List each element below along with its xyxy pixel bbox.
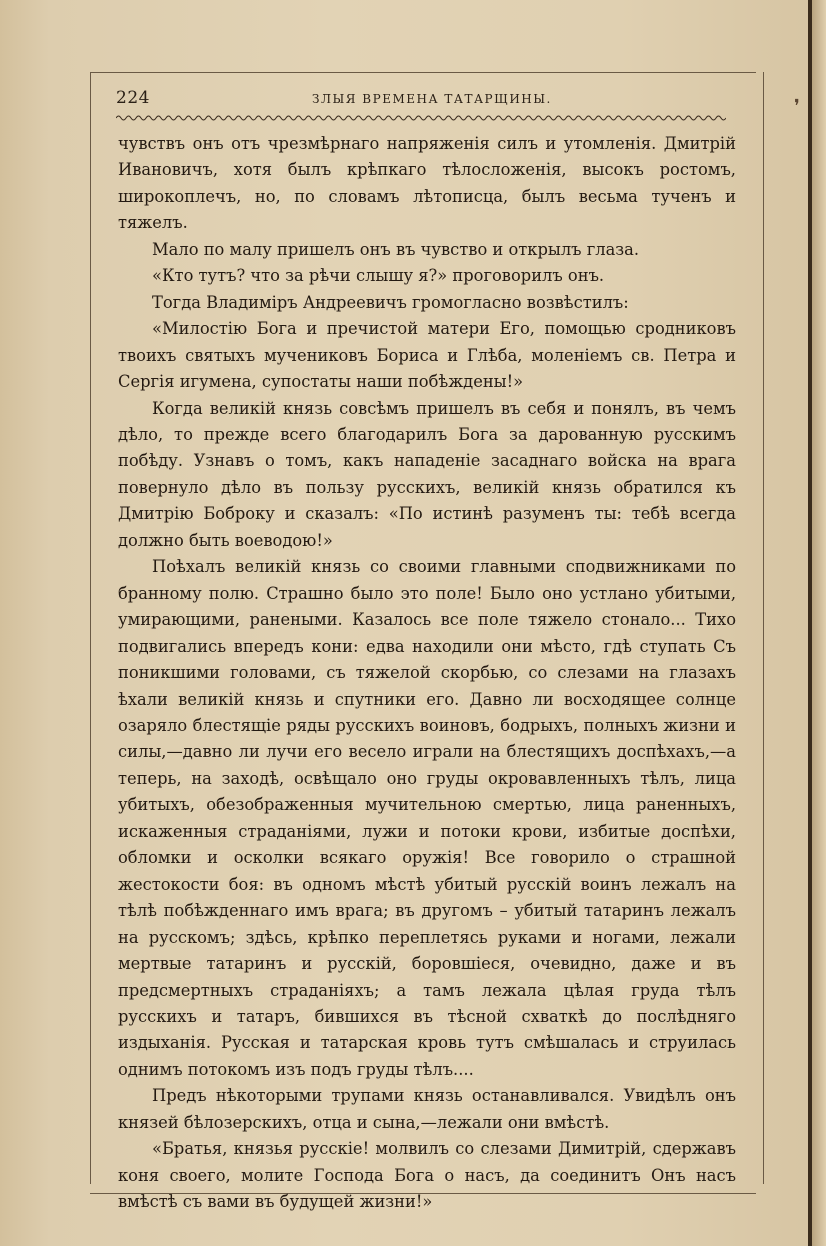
page-number: 224 — [116, 88, 150, 108]
book-spine-edge — [808, 0, 812, 1246]
page-frame-right-rule — [763, 72, 764, 1184]
paragraph: Когда великій князь совсѣмъ пришелъ въ себя и понялъ, въ чемъ дѣло, то прежде всего благодарилъ Бога за дарованную русскимъ побѣду. Узнавъ о томъ, какъ нападеніе засаднаго войска на врага повернуло дѣло въ пользу русскихъ, великій князь обратился къ Дмитрію Боброку и сказалъ: «По истинѣ разуменъ ты: тебѣ всегда должно быть воеводою!» — [118, 398, 736, 550]
paragraph: Предъ нѣкоторыми трупами князь останавливался. Увидѣлъ онъ князей бѣлозерскихъ, отца и сына,—лежали они вмѣстѣ. — [118, 1086, 736, 1132]
paragraph: «Милостію Бога и пречистой матери Его, помощью сродниковъ твоихъ святыхъ мучениковъ Бориса и Глѣба, моленіемъ св. Петра и Сергія игумена, супостаты наши побѣждены!» — [118, 319, 736, 392]
running-title: ЗЛЫЯ ВРЕМЕНА ТАТАРЩИНЫ. — [312, 92, 552, 106]
page-header — [116, 88, 726, 114]
paragraph: «Кто тутъ? что за рѣчи слышу я?» проговорилъ онъ. — [152, 266, 605, 286]
margin-ink-mark: ❜ — [794, 96, 800, 117]
paragraph: Поѣхалъ великій князь со своими главными сподвижниками по бранному полю. Страшно было это поле! Было оно устлано убитыми, умирающими, ранеными. Казалось все поле тяжело стонало... Тихо подвигались впередъ кони: едва находили они мѣсто, гдѣ ступать Съ поникшими головами, съ тяжелой скорбью, со слезами на глазахъ ѣхали великій князь и спутники его. Давно ли восходящее солнце озаряло блестящіе ряды русскихъ воиновъ, бодрыхъ, полныхъ жизни и силы,—давно ли лучи его весело играли на блестящихъ доспѣхахъ,—а теперь, на заходѣ, освѣщало оно груды окровавленныхъ тѣлъ, лица убитыхъ, обезображенныя мучительною смертью, лица раненныхъ, искаженныя страданіями, лужи и потоки крови, избитые доспѣхи, обломки и осколки всякаго оружія! Все говорило о страшной жестокости боя: въ одномъ мѣстѣ убитый русскій воинъ лежалъ на тѣлѣ побѣжденнаго имъ врага; въ другомъ – убитый татаринъ лежалъ на русскомъ; здѣсь, крѣпко переплетясь руками и ногами, лежали мертвые татаринъ и русскій, боровшіеся, очевидно, даже и въ предсмертныхъ страданіяхъ; а тамъ лежала цѣлая груда тѣлъ русскихъ и татаръ, бившихся въ тѣсной схваткѣ до послѣдняго издыханія. Русская и татарская кровь тутъ смѣшалась и струилась однимъ потокомъ изъ подъ груды тѣлъ.... — [118, 557, 736, 1079]
paragraph: «Братья, князья русскіе! молвилъ со слезами Димитрій, сдержавъ коня своего, молите Господа Бога о насъ, да соединитъ Онъ насъ вмѣстѣ съ вами въ будущей жизни!» — [118, 1139, 736, 1212]
paragraph: чувствъ онъ отъ чрезмѣрнаго напряженія силъ и утомленія. Дмитрій Ивановичъ, хотя былъ крѣпкаго тѣлосложенія, высокъ ростомъ, широкоплечъ, но, по словамъ лѣтописца, былъ весьма тученъ и тяжелъ. — [118, 134, 736, 233]
body-text — [118, 131, 736, 1216]
page-frame-left-rule — [90, 72, 91, 1184]
paragraph: Мало по малу пришелъ онъ въ чувство и открылъ глаза. — [152, 239, 640, 259]
paragraph: Тогда Владиміръ Андреевичъ громогласно возвѣстилъ: — [152, 292, 629, 312]
header-ornamental-rule — [116, 114, 726, 122]
page-gutter-shadow — [812, 0, 826, 1246]
